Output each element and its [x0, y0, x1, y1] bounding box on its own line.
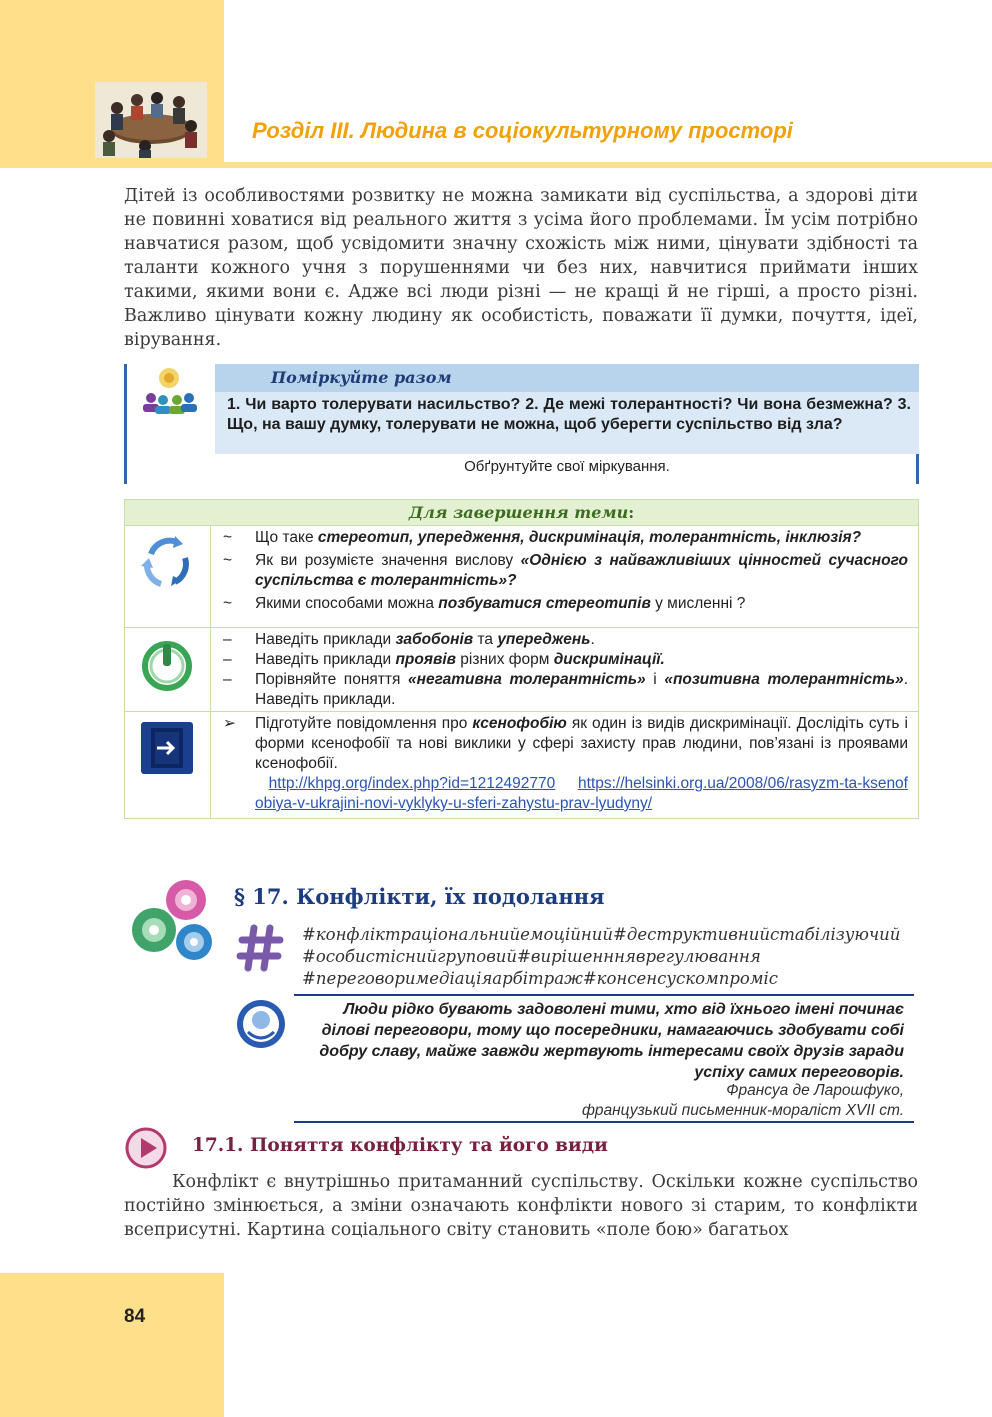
hashtag-icon: [236, 924, 284, 972]
quote-divider: [294, 1121, 914, 1123]
intro-paragraph: Дітей із особливостями розвитку не можна замикати від суспільства, а здорові діти не повинні ховатися від реального життя з усіма його проблемами. Їм усім потрібно навчатися разом, щоб усвідомити значну схожість між ними, цінувати здібності та таланти кожного учня з порушеннями чи без них, навчитися приймати інших такими, якими вони є. Адже всі люди різні — не кращі й не гірші, а просто різні. Важливо цінувати кожну людину як особистість, поважати її думки, почуття, ідеї, вірування.: [124, 186, 918, 350]
hashtag-line: #конфліктраціональнийемоційний#деструктивнийстабілізуючий: [302, 925, 901, 944]
list-item: – Наведіть приклади забобонів та упереджень.: [223, 631, 595, 648]
power-icon: [137, 634, 197, 694]
hashtag-line: #особистіснийгруповий#вирішеннняврегулювання: [302, 947, 761, 966]
list-item: [223, 774, 908, 814]
helsinki-link[interactable]: https://helsinki.org.ua/2008/06/rasyzm-ta-ksenofobiya-v-ukrajini-novi-vyklyky-u-sferi-zahystu-prav-lyudyny/: [255, 775, 908, 812]
hashtag-line: #переговоримедіаціяарбітраж#консенсускомпроміс: [302, 969, 779, 988]
page-number: 84: [124, 1306, 146, 1327]
completion-row-1: [125, 526, 918, 628]
author-description: французький письменник-мораліст XVII ст.: [581, 1102, 904, 1119]
list-item: – Порівняйте поняття «негативна толерантність» і «позитивна толерантність». Наведіть приклади.: [223, 671, 908, 708]
author-name: Франсуа де Ларошфуко,: [726, 1082, 904, 1099]
think-together-box: [124, 364, 919, 484]
play-icon: [124, 1126, 168, 1170]
khpg-link[interactable]: http://khpg.org/index.php?id=1212492770: [268, 775, 556, 792]
subsection-paragraph: Конфлікт є внутрішньо притаманний суспільству. Оскільки кожне суспільство постійно змінюється, а зміни означають конфлікти нового зі старим, то конфлікти всеприсутні. Картина соціального світу становить «поле бою» багатьох: [124, 1172, 918, 1240]
hashtags: [302, 924, 914, 990]
think-together-header: [215, 364, 919, 392]
think-together-title: Поміркуйте разом: [271, 368, 452, 387]
footer-band: [0, 1273, 224, 1417]
completion-row-1-items: [211, 526, 918, 617]
think-together-note: Обґрунтуйте свої міркування.: [464, 458, 670, 475]
list-item: ~ Що таке стереотип, упередження, дискримінація, толерантність, інклюзія?: [223, 529, 862, 546]
quote-icon: [234, 998, 288, 1050]
epigraph-quote: Люди рідко бувають задоволені тими, хто від їхнього імені починає ділові переговори, тому що посередники, намагаючись здобувати собі добру славу, майже завжди жертвують інтересами своїх друзів заради успіху самих переговорів.: [319, 1001, 904, 1081]
list-item: ~ Якими способами можна позбуватися стереотипів у мисленні ?: [223, 595, 746, 612]
gears-icon: [126, 874, 222, 970]
list-item: – Наведіть приклади проявів різних форм дискримінації.: [223, 651, 665, 668]
meeting-photo: [95, 82, 207, 158]
think-together-question: 1. Чи варто толерувати насильство? 2. Де межі толерантності? Чи вона безмежна? 3. Що, на вашу думку, толерувати не можна, щоб уберегти суспільство від зла?: [227, 396, 911, 433]
completion-row-2: [125, 628, 918, 712]
recycle-arrows-icon: [137, 532, 197, 592]
chapter-title: Розділ ІІІ. Людина в соціокультурному просторі: [252, 118, 793, 143]
subsection-title: 17.1. Поняття конфлікту та його види: [192, 1135, 608, 1156]
section-title: § 17. Конфлікти, їх подолання: [234, 884, 605, 909]
completion-row-3-items: [211, 712, 918, 817]
epigraph-author: [300, 1081, 904, 1121]
list-item: ~ Як ви розумієте значення вислову «Однією з найважливіших цінностей сучасного суспільства є толерантність»?: [223, 552, 908, 589]
completion-row-3: [125, 712, 918, 818]
completion-row-2-items: [211, 628, 918, 713]
completion-table: [124, 499, 919, 819]
hashtag-divider: [294, 994, 914, 996]
completion-title: Для завершення теми:: [125, 500, 918, 526]
list-item: ➢ Підготуйте повідомлення про ксенофобію як один із видів дискримінації. Дослідіть суть і форми ксенофобії та нові виклики у сфері захисту прав людини, пов’язані із проявами ксенофобії.: [223, 715, 908, 772]
group-discussion-icon: [139, 364, 199, 424]
think-together-body: [215, 392, 919, 454]
exit-door-icon: [137, 718, 197, 778]
header-strip: [224, 162, 992, 168]
